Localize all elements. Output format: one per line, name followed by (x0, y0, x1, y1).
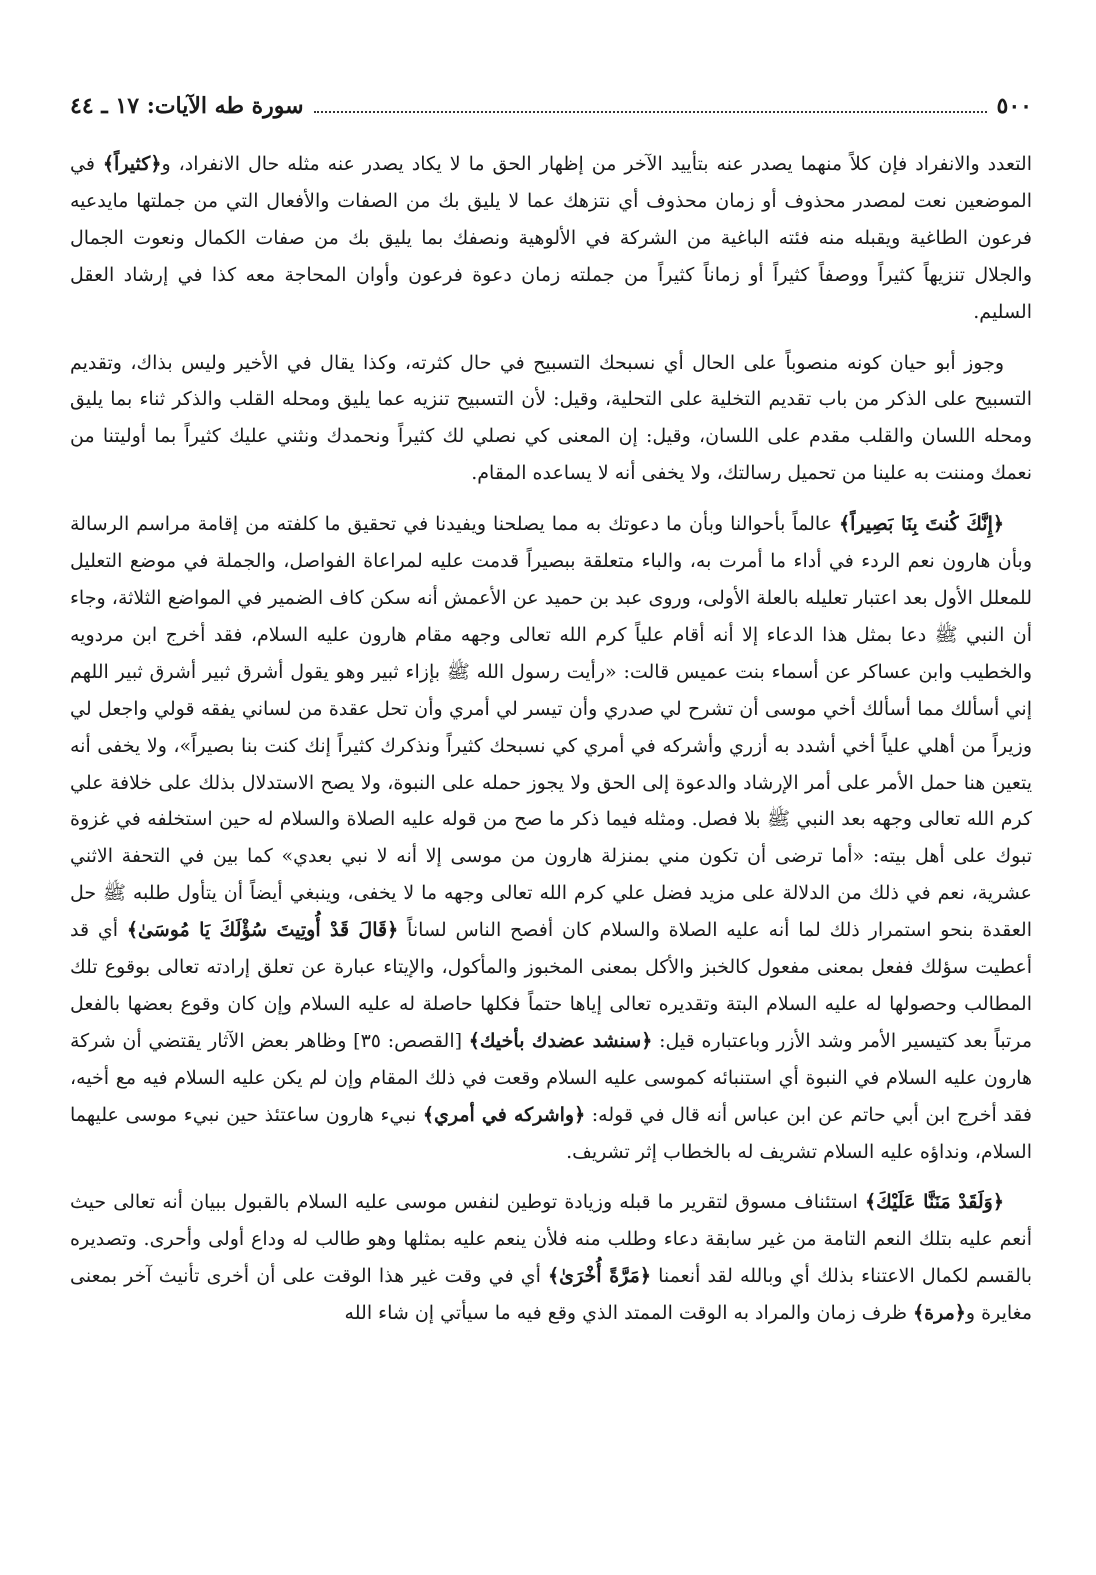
paragraph (70, 146, 1032, 331)
page-number: ٥٠٠ (996, 93, 1032, 119)
running-header (70, 90, 1032, 122)
dotted-leader (314, 99, 987, 113)
paragraph (70, 506, 1032, 1170)
text-run: وجوز أبو حيان كونه منصوباً على الحال أي نسبحك التسبيح في حال كثرته، وكذا يقال في الأخير وليس بذاك، وتقديم التسبيح على الذكر من باب تقديم التخلية على التحلية، وقيل: لأن التسبيح تنزيه عما يليق ومحله القلب والذكر ثناء بما يليق ومحله اللسان والقلب مقدم على اللسان، وقيل: إن المعنى كي نصلي لك كثيراً ونحمدك ونثني عليك كثيراً بما أوليتنا من نعمك ومننت به علينا من تحميل رسالتك، ولا يخفى أنه لا يساعده المقام. (70, 351, 1032, 485)
sura-title: سورة طه الآيات: ١٧ ـ ٤٤ (70, 93, 304, 119)
text-run: استئناف مسوق لتقرير ما قبله وزيادة توطين لنفس موسى عليه السلام بالقبول ببيان أنه تعالى حيث أنعم عليه بتلك النعم التامة من غير سابقة دعاء وطلب منه فلأن ينعم عليه بمثلها وهو طالب له وداع أولى وأحرى. وتصديره بالقسم لكمال الاعتناء بذلك أي وبالله لقد أنعمنا (70, 1191, 1033, 1288)
body-text (70, 146, 1032, 1332)
text-run: ظرف زمان والمراد به الوقت الممتد الذي وقع فيه ما سيأتي إن شاء الله (344, 1302, 914, 1325)
text-run: أي في وقت غير هذا الوقت على أن أخرى تأنيث آخر بمعنى مغايرة و (70, 1265, 1032, 1325)
paragraph (70, 1184, 1032, 1332)
quran-quote: ﴿إِنَّكَ كُنتَ بِنَا بَصِيراً﴾ (839, 513, 1004, 536)
quran-quote: ﴿واشركه في أمري﴾ (422, 1103, 586, 1126)
text-run: [القصص: ٣٥] وظاهر بعض الآثار يقتضي أن شركة هارون عليه السلام في النبوة أي استنبائه كموسى عليه السلام وقعت في ذلك المقام وإن لم يكن عليه السلام فيه مع أخيه، فقد أخرج ابن أبي حاتم عن ابن عباس أنه قال في قوله: (70, 1029, 1032, 1126)
quran-quote: ﴿كثيراً﴾ (102, 153, 162, 175)
quran-quote: ﴿وَلَقَدْ مَنَنَّا عَلَيْكَ﴾ (865, 1191, 1004, 1214)
text-run: في الموضعين نعت لمصدر محذوف أو زمان محذوف أي نتزهك عما لا يليق بك من الصفات والأفعال التي من جملتها مايدعيه فرعون الطاغية ويقبله منه فئته الباغية من الشركة في الألوهية ونصفك بما يليق بك من صفات الكمال ونعوت الجمال والجلال تنزيهاً كثيراً ووصفاً كثيراً أو زماناً كثيراً من جملته زمان دعوة فرعون وأوان المحاجة معه كذا في إرشاد العقل السليم. (70, 153, 1032, 323)
quran-quote: ﴿مَرَّةً أُخْرَىٰ﴾ (548, 1265, 651, 1288)
text-run: التعدد والانفراد فإن كلاً منهما يصدر عنه بتأييد الآخر من إظهار الحق ما لا يكاد يصدر عنه مثله حال الانفراد، و (161, 153, 1032, 175)
paragraph (70, 345, 1032, 493)
text-run: نبيء هارون ساعتئذ حين نبيء موسى عليهما السلام، ونداؤه عليه السلام تشريف له بالخطاب إثر تشريف. (70, 1103, 1032, 1163)
quran-quote: ﴿مرة﴾ (913, 1302, 966, 1325)
text-run: عالماً بأحوالنا وبأن ما دعوتك به مما يصلحنا ويفيدنا في تحقيق ما كلفته من إقامة مراسم الرسالة وبأن هارون نعم الردء في أداء ما أمرت به، والباء متعلقة ببصيراً قدمت عليه لمراعاة الفواصل، والجملة في موضع التعليل للمعلل الأول بعد اعتبار تعليله بالعلة الأولى، وروى عبد بن حميد عن الأعمش أنه سكن كاف الضمير في المواضع الثلاثة، وجاء أن النبي ﷺ دعا بمثل هذا الدعاء إلا أنه أقام علياً كرم الله تعالى وجهه مقام هارون عليه السلام، فقد أخرج ابن مردويه والخطيب وابن عساكر عن أسماء بنت عميس قالت: «رأيت رسول الله ﷺ بإزاء ثبير وهو يقول أشرق ثبير أشرق ثبير اللهم إني أسألك مما أسألك أخي موسى أن تشرح لي صدري وأن تيسر لي أمري وأن تحل عقدة من لساني يفقه قولي واجعل لي وزيراً من أهلي علياً أخي أشدد به أزري وأشركه في أمري كي نسبحك كثيراً ونذكرك كثيراً إنك كنت بنا بصيراً»، ولا يخفى أنه يتعين هنا حمل الأمر على أمر الإرشاد والدعوة إلى الحق ولا يجوز حمله على النبوة، ولا يصح الاستدلال بذلك على خلافة علي كرم الله تعالى وجهه بعد النبي ﷺ بلا فصل. ومثله فيما ذكر ما صح من قوله عليه الصلاة والسلام له حين استخلفه في غزوة تبوك على أهل بيته: «أما ترضى أن تكون مني بمنزلة هارون من موسى إلا أنه لا نبي بعدي» كما بين في التحفة الاثني عشرية، نعم في ذلك من الدلالة على مزيد فضل علي كرم الله تعالى وجهه ما لا يخفى، وينبغي أيضاً أن يتأول طلبه ﷺ حل العقدة بنحو استمرار ذلك لما أنه عليه الصلاة والسلام كان أفصح الناس لساناً (70, 513, 1032, 942)
book-page (70, 0, 1032, 1575)
quran-quote: ﴿قَالَ قَدْ أُوتِيتَ سُؤْلَكَ يَا مُوسَىٰ﴾ (126, 919, 399, 942)
quran-quote: ﴿سنشد عضدك بأخيك﴾ (468, 1029, 653, 1052)
text-run: أي قد أعطيت سؤلك ففعل بمعنى مفعول كالخبز والأكل بمعنى المخبوز والمأكول، والإيتاء عبارة عن تعلق إرادته تعالى بوقوع تلك المطالب وحصولها له عليه السلام البتة وتقديره تعالى إياها حتماً فكلها حاصلة له عليه السلام وإن كان وقوع بعضها بالفعل مرتباً بعد كتيسير الأمر وشد الأزر وباعتباره قيل: (70, 919, 1032, 1052)
